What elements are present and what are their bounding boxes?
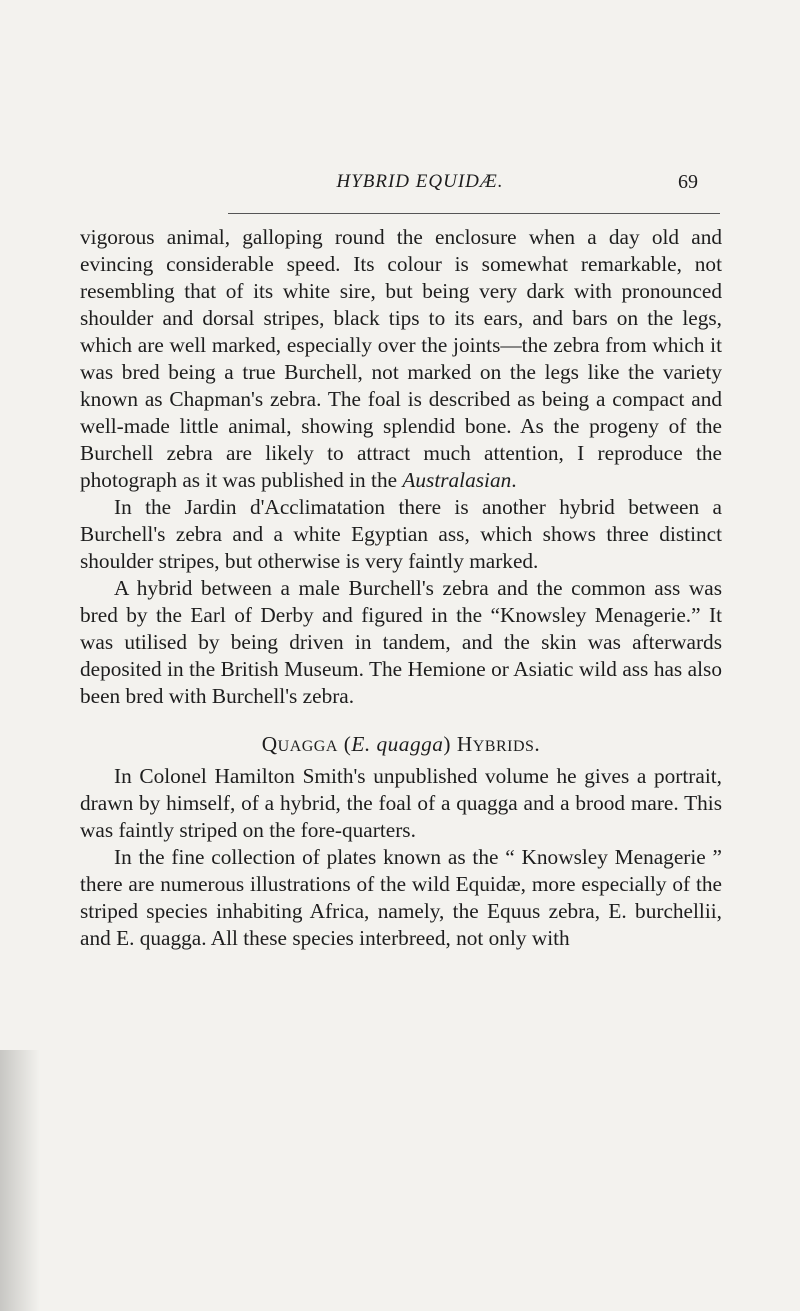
body-text (80, 224, 722, 952)
paragraph-2: In the Jardin d'Acclimatation there is another hybrid between a Burchell's zebra and a white Egyptian ass, which shows three distinct shoulder stripes, but otherwise is very faintly marked. (80, 495, 722, 573)
paragraph-5: In the fine collection of plates known as the “ Knowsley Menagerie ” there are numerous illustrations of the wild Equidæ, more especially of the striped species inhabiting Africa, namely, the Equus zebra, E. burchellii, and E. quagga. All these species interbreed, not only with (80, 845, 722, 950)
running-title: HYBRID EQUIDÆ. (336, 171, 504, 192)
paragraph-4: In Colonel Hamilton Smith's unpublished volume he gives a portrait, drawn by himself, of a hybrid, the foal of a quagga and a brood mare. This was faintly striped on the fore-quarters. (80, 764, 722, 842)
italic-title: Australasian (402, 468, 512, 492)
paragraph-3: A hybrid between a male Burchell's zebra and the common ass was bred by the Earl of Derby and figured in the “Knowsley Menagerie.” It was utilised by being driven in tandem, and the skin was afterwards deposited in the British Museum. The Hemione or Asiatic wild ass has also been bred with Burchell's zebra. (80, 576, 722, 708)
page-edge-shadow (0, 1050, 40, 1311)
section-heading: QUAGGA (E. quagga) HYBRIDS. (261, 732, 541, 756)
page-header (180, 171, 698, 201)
paragraph-1: vigorous animal, galloping round the enclosure when a day old and evincing considerable speed. Its colour is somewhat remarkable, not resembling that of its white sire, but being very dark with pronounced shoulder and dorsal stripes, black tips to its ears, and bars on the legs, which are well marked, especially over the joints—the zebra from which it was bred being a true Burchell, not marked on the legs like the variety known as Chapman's zebra. The foal is described as being a compact and well-made little animal, showing splendid bone. As the progeny of the Burchell zebra are likely to attract much attention, I reproduce the photograph as it was published in the Australasian. (80, 225, 722, 492)
page-number: 69 (678, 171, 698, 193)
header-rule (228, 213, 720, 214)
